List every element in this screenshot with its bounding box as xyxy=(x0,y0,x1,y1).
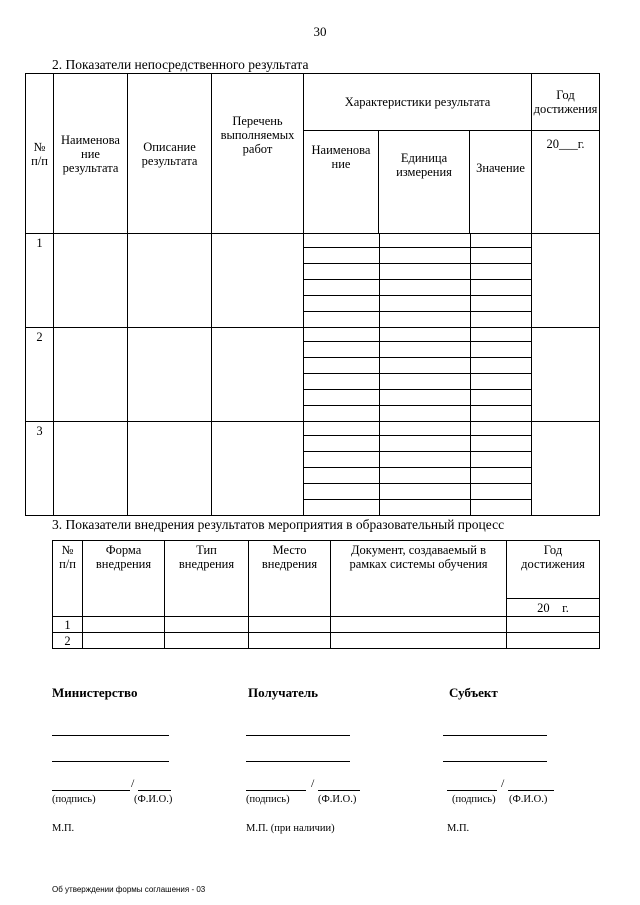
cell-form[interactable] xyxy=(83,617,165,633)
cell-year[interactable] xyxy=(532,422,600,516)
cell-result-description[interactable] xyxy=(128,234,212,328)
signature-line[interactable] xyxy=(52,735,169,736)
stamp-label: М.П. (при наличии) xyxy=(246,823,335,834)
header-works-list: Перечень выполняемых работ xyxy=(212,74,304,234)
cell-year[interactable] xyxy=(507,617,600,633)
cell-place[interactable] xyxy=(249,633,331,649)
signature-line[interactable] xyxy=(52,761,169,762)
header-type: Тип внедрения xyxy=(165,541,249,617)
footer-note: Об утверждении формы соглашения - 03 xyxy=(52,885,206,894)
fio-line[interactable] xyxy=(318,790,360,791)
cell-document[interactable] xyxy=(331,617,507,633)
cell-works[interactable] xyxy=(212,422,304,516)
header-char-value: Значение xyxy=(470,131,532,234)
table-row xyxy=(53,617,600,633)
signature-line[interactable] xyxy=(246,735,350,736)
signature-line[interactable] xyxy=(443,761,547,762)
header-result-description: Описание результата xyxy=(128,74,212,234)
fio-caption: (Ф.И.О.) xyxy=(134,794,173,805)
page-number: 30 xyxy=(313,24,327,39)
results-table xyxy=(25,73,600,516)
signature-heading-ministry: Министерство xyxy=(52,685,138,700)
section-2-title: 2. Показатели непосредственного результата xyxy=(52,57,309,72)
header-result-name: Наименова ние результата xyxy=(54,74,128,234)
cell-works[interactable] xyxy=(212,328,304,422)
fio-line[interactable] xyxy=(138,790,171,791)
fio-caption: (Ф.И.О.) xyxy=(318,794,357,805)
signature-caption: (подпись) xyxy=(52,794,96,805)
signature-line[interactable] xyxy=(52,790,130,791)
signature-heading-recipient: Получатель xyxy=(248,685,319,700)
fio-caption: (Ф.И.О.) xyxy=(509,794,548,805)
row-number: 1 xyxy=(26,234,54,328)
cell-year[interactable] xyxy=(532,328,600,422)
section-3-title: 3. Показатели внедрения результатов мероприятия в образовательный процесс xyxy=(52,517,505,532)
cell-form[interactable] xyxy=(83,633,165,649)
cell-characteristics xyxy=(304,422,532,516)
signature-line[interactable] xyxy=(443,735,547,736)
signature-caption: (подпись) xyxy=(452,794,496,805)
fio-line[interactable] xyxy=(508,790,554,791)
cell-document[interactable] xyxy=(331,633,507,649)
header-year-value: 20___г. xyxy=(532,131,600,234)
table-row xyxy=(53,633,600,649)
table-row xyxy=(26,328,600,422)
implementation-table xyxy=(52,540,600,649)
header-document: Документ, создаваемый в рамках системы обучения xyxy=(331,541,507,617)
cell-year[interactable] xyxy=(507,633,600,649)
stamp-label: М.П. xyxy=(52,823,75,834)
cell-result-name[interactable] xyxy=(54,328,128,422)
signature-line[interactable] xyxy=(447,790,497,791)
cell-place[interactable] xyxy=(249,617,331,633)
header-year: Год достижения xyxy=(507,541,600,599)
slash: / xyxy=(311,776,315,790)
row-number: 3 xyxy=(26,422,54,516)
slash: / xyxy=(131,776,135,790)
slash: / xyxy=(501,776,505,790)
cell-type[interactable] xyxy=(165,633,249,649)
header-num: № п/п xyxy=(26,74,54,234)
signature-heading-subject: Субъект xyxy=(449,685,498,700)
signature-line[interactable] xyxy=(246,761,350,762)
row-number: 1 xyxy=(53,617,83,633)
cell-result-description[interactable] xyxy=(128,328,212,422)
header-num: № п/п xyxy=(53,541,83,617)
table-row xyxy=(26,234,600,328)
row-number: 2 xyxy=(53,633,83,649)
signature-caption: (подпись) xyxy=(246,794,290,805)
cell-result-name[interactable] xyxy=(54,422,128,516)
cell-characteristics xyxy=(304,234,532,328)
cell-result-name[interactable] xyxy=(54,234,128,328)
signature-line[interactable] xyxy=(246,790,306,791)
cell-works[interactable] xyxy=(212,234,304,328)
table-row xyxy=(26,422,600,516)
header-char-unit: Единица измерения xyxy=(379,131,470,234)
header-form: Форма внедрения xyxy=(83,541,165,617)
cell-result-description[interactable] xyxy=(128,422,212,516)
cell-characteristics xyxy=(304,328,532,422)
row-number: 2 xyxy=(26,328,54,422)
header-year: Год достижения xyxy=(532,74,600,131)
cell-year[interactable] xyxy=(532,234,600,328)
header-place: Место внедрения xyxy=(249,541,331,617)
header-char-name: Наименова ние xyxy=(304,131,379,234)
stamp-label: М.П. xyxy=(447,823,470,834)
header-year-value: 20 г. xyxy=(507,599,600,617)
cell-type[interactable] xyxy=(165,617,249,633)
header-characteristics: Характеристики результата xyxy=(304,74,532,131)
